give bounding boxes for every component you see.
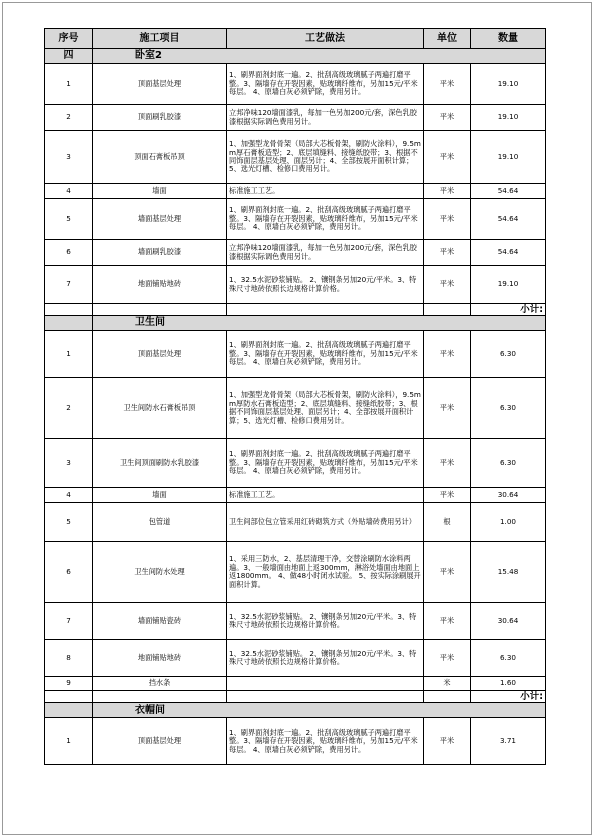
row-process: 立邦净味120墙面漆乳，每加一色另加200元/套，深色乳胶漆根据实际调色费用另计。 — [227, 105, 424, 131]
table-row — [45, 105, 546, 131]
row-item: 地面铺贴地砖 — [93, 266, 227, 304]
subtotal-empty-cell — [424, 304, 471, 316]
row-process — [227, 677, 424, 691]
row-process: 1、刷界面剂封底一遍。2、批刮高级玻璃腻子两遍打磨平整。3、隔墙存在开裂因素，贴玻璃纤维布，另加15元/平米每层。 4、原墙白灰必须铲除，费用另计。 — [227, 64, 424, 105]
row-number: 8 — [45, 640, 93, 677]
table-row — [45, 677, 546, 691]
header-unit: 单位 — [424, 29, 471, 49]
row-number: 1 — [45, 331, 93, 378]
row-item: 卫生间顶面刷防水乳胶漆 — [93, 439, 227, 488]
table-row — [45, 488, 546, 503]
row-number: 9 — [45, 677, 93, 691]
row-quantity: 6.30 — [471, 331, 546, 378]
row-number: 3 — [45, 131, 93, 184]
row-process: 1、32.5水泥砂浆铺贴。 2、镶钢条另加20元/平米。3、特殊尺寸地砖依照长边规格计算价格。 — [227, 603, 424, 640]
row-process: 1、32.5水泥砂浆铺贴。 2、镶钢条另加20元/平米。3、特殊尺寸地砖依照长边规格计算价格。 — [227, 266, 424, 304]
section-title: 卧室2 — [93, 49, 546, 64]
row-unit: 平米 — [424, 331, 471, 378]
row-process: 1、刷界面剂封底一遍。2、批刮高级玻璃腻子两遍打磨平整。3、隔墙存在开裂因素，贴玻璃纤维布，另加15元/平米每层。 4、原墙白灰必须铲除，费用另计。 — [227, 199, 424, 240]
row-item: 卫生间防水石膏板吊顶 — [93, 378, 227, 439]
row-process: 立邦净味120墙面漆乳，每加一色另加200元/套，深色乳胶漆根据实际调色费用另计。 — [227, 240, 424, 266]
subtotal-empty-cell — [424, 691, 471, 703]
row-item: 地面铺贴地砖 — [93, 640, 227, 677]
row-process: 标准施工工艺。 — [227, 184, 424, 199]
table-row — [45, 199, 546, 240]
row-item: 包管道 — [93, 503, 227, 542]
table-row — [45, 439, 546, 488]
row-quantity: 6.30 — [471, 640, 546, 677]
row-process: 标准施工工艺。 — [227, 488, 424, 503]
row-quantity: 19.10 — [471, 266, 546, 304]
row-number: 2 — [45, 105, 93, 131]
row-unit: 平米 — [424, 131, 471, 184]
subtotal-empty-cell — [227, 304, 424, 316]
row-unit: 平米 — [424, 266, 471, 304]
table-row — [45, 640, 546, 677]
row-quantity: 30.64 — [471, 488, 546, 503]
subtotal-empty-cell — [227, 691, 424, 703]
row-quantity: 19.10 — [471, 64, 546, 105]
row-unit: 平米 — [424, 718, 471, 765]
table-row — [45, 603, 546, 640]
row-unit: 平米 — [424, 488, 471, 503]
row-unit: 平米 — [424, 378, 471, 439]
row-unit: 平米 — [424, 184, 471, 199]
row-process: 卫生间部位包立管采用红砖砌筑方式（外贴墙砖费用另计） — [227, 503, 424, 542]
header-item: 施工项目 — [93, 29, 227, 49]
row-number: 1 — [45, 718, 93, 765]
table-row — [45, 542, 546, 603]
table-row — [45, 184, 546, 199]
row-unit: 平米 — [424, 542, 471, 603]
row-number: 1 — [45, 64, 93, 105]
section-header — [45, 703, 546, 718]
row-item: 顶面基层处理 — [93, 718, 227, 765]
table-row — [45, 266, 546, 304]
row-number: 5 — [45, 199, 93, 240]
row-item: 墙面基层处理 — [93, 199, 227, 240]
row-quantity: 3.71 — [471, 718, 546, 765]
table-row — [45, 64, 546, 105]
row-item: 墙面铺贴瓷砖 — [93, 603, 227, 640]
row-process: 1、刷界面剂封底一遍。2、批刮高级玻璃腻子两遍打磨平整。3、隔墙存在开裂因素，贴玻璃纤维布，另加15元/平米每层。 4、原墙白灰必须铲除，费用另计。 — [227, 718, 424, 765]
row-quantity: 54.64 — [471, 240, 546, 266]
header-process: 工艺做法 — [227, 29, 424, 49]
subtotal-row — [45, 304, 546, 316]
subtotal-row — [45, 691, 546, 703]
row-number: 6 — [45, 240, 93, 266]
row-process: 1、刷界面剂封底一遍。2、批刮高级玻璃腻子两遍打磨平整。3、隔墙存在开裂因素，贴玻璃纤维布，另加15元/平米每层。 4、原墙白灰必须铲除，费用另计。 — [227, 439, 424, 488]
row-unit: 平米 — [424, 439, 471, 488]
row-unit: 平米 — [424, 240, 471, 266]
table-row — [45, 331, 546, 378]
row-item: 卫生间防水处理 — [93, 542, 227, 603]
row-process: 1、加强型龙骨骨架（局部大芯板骨架，刷防火涂料），9.5mm厚石膏板造型；2、底层填缝料、接缝纸胶带；3、根据不同饰面层基层处理、面层另计；4、全部按展开面积计算；5、选光灯槽、检修口费用另计。 — [227, 131, 424, 184]
header-row — [45, 29, 546, 49]
row-item: 顶面基层处理 — [93, 64, 227, 105]
row-number: 7 — [45, 603, 93, 640]
row-number: 4 — [45, 184, 93, 199]
row-item: 墙面 — [93, 488, 227, 503]
row-item: 顶面刷乳胶漆 — [93, 105, 227, 131]
row-item: 墙面 — [93, 184, 227, 199]
row-unit: 平米 — [424, 603, 471, 640]
row-item: 顶面石膏板吊顶 — [93, 131, 227, 184]
row-unit: 平米 — [424, 199, 471, 240]
row-quantity: 54.64 — [471, 199, 546, 240]
row-unit: 平米 — [424, 105, 471, 131]
header-quantity: 数量 — [471, 29, 546, 49]
table-row — [45, 240, 546, 266]
row-item: 顶面基层处理 — [93, 331, 227, 378]
table-row — [45, 503, 546, 542]
subtotal-label: 小计: — [471, 304, 546, 316]
section-title: 卫生间 — [93, 316, 546, 331]
table-row — [45, 378, 546, 439]
row-number: 5 — [45, 503, 93, 542]
row-quantity: 19.10 — [471, 105, 546, 131]
row-unit: 根 — [424, 503, 471, 542]
row-number: 4 — [45, 488, 93, 503]
row-quantity: 15.48 — [471, 542, 546, 603]
subtotal-label: 小计: — [471, 691, 546, 703]
section-number — [45, 316, 93, 331]
row-unit: 平米 — [424, 640, 471, 677]
section-number — [45, 703, 93, 718]
table-row — [45, 131, 546, 184]
row-quantity: 1.60 — [471, 677, 546, 691]
row-quantity: 30.64 — [471, 603, 546, 640]
section-header — [45, 316, 546, 331]
row-item: 墙面刷乳胶漆 — [93, 240, 227, 266]
header-no: 序号 — [45, 29, 93, 49]
row-quantity: 6.30 — [471, 378, 546, 439]
row-process: 1、加强型龙骨骨架（局部大芯板骨架，刷防火涂料），9.5mm厚防水石膏板造型；2、底层填缝料、接缝纸胶带；3、根据不同饰面层基层处理、面层另计；4、全部按展开面积计算；5、选光灯槽、检修口费用另计。 — [227, 378, 424, 439]
section-title: 衣帽间 — [93, 703, 546, 718]
subtotal-empty-cell — [93, 304, 227, 316]
subtotal-empty-cell — [45, 691, 93, 703]
subtotal-empty-cell — [45, 304, 93, 316]
row-quantity: 6.30 — [471, 439, 546, 488]
subtotal-empty-cell — [93, 691, 227, 703]
section-header — [45, 49, 546, 64]
row-unit: 米 — [424, 677, 471, 691]
quotation-table — [44, 28, 546, 765]
row-process: 1、采用三防水，2、基层清理干净，交替涂刷防水涂料两遍。3、一般墙面由地面上返300mm，淋浴处墙面由地面上返1800mm。 4、做48小时闭水试验。 5、按实际涂刷展开面积计算。 — [227, 542, 424, 603]
row-quantity: 54.64 — [471, 184, 546, 199]
row-number: 3 — [45, 439, 93, 488]
row-quantity: 1.00 — [471, 503, 546, 542]
row-number: 6 — [45, 542, 93, 603]
row-number: 7 — [45, 266, 93, 304]
row-unit: 平米 — [424, 64, 471, 105]
row-quantity: 19.10 — [471, 131, 546, 184]
row-item: 挡水条 — [93, 677, 227, 691]
row-number: 2 — [45, 378, 93, 439]
row-process: 1、刷界面剂封底一遍。2、批刮高级玻璃腻子两遍打磨平整。3、隔墙存在开裂因素，贴玻璃纤维布，另加15元/平米每层。 4、原墙白灰必须铲除，费用另计。 — [227, 331, 424, 378]
section-number: 四 — [45, 49, 93, 64]
row-process: 1、32.5水泥砂浆铺贴。 2、镶钢条另加20元/平米。3、特殊尺寸地砖依照长边规格计算价格。 — [227, 640, 424, 677]
table-row — [45, 718, 546, 765]
